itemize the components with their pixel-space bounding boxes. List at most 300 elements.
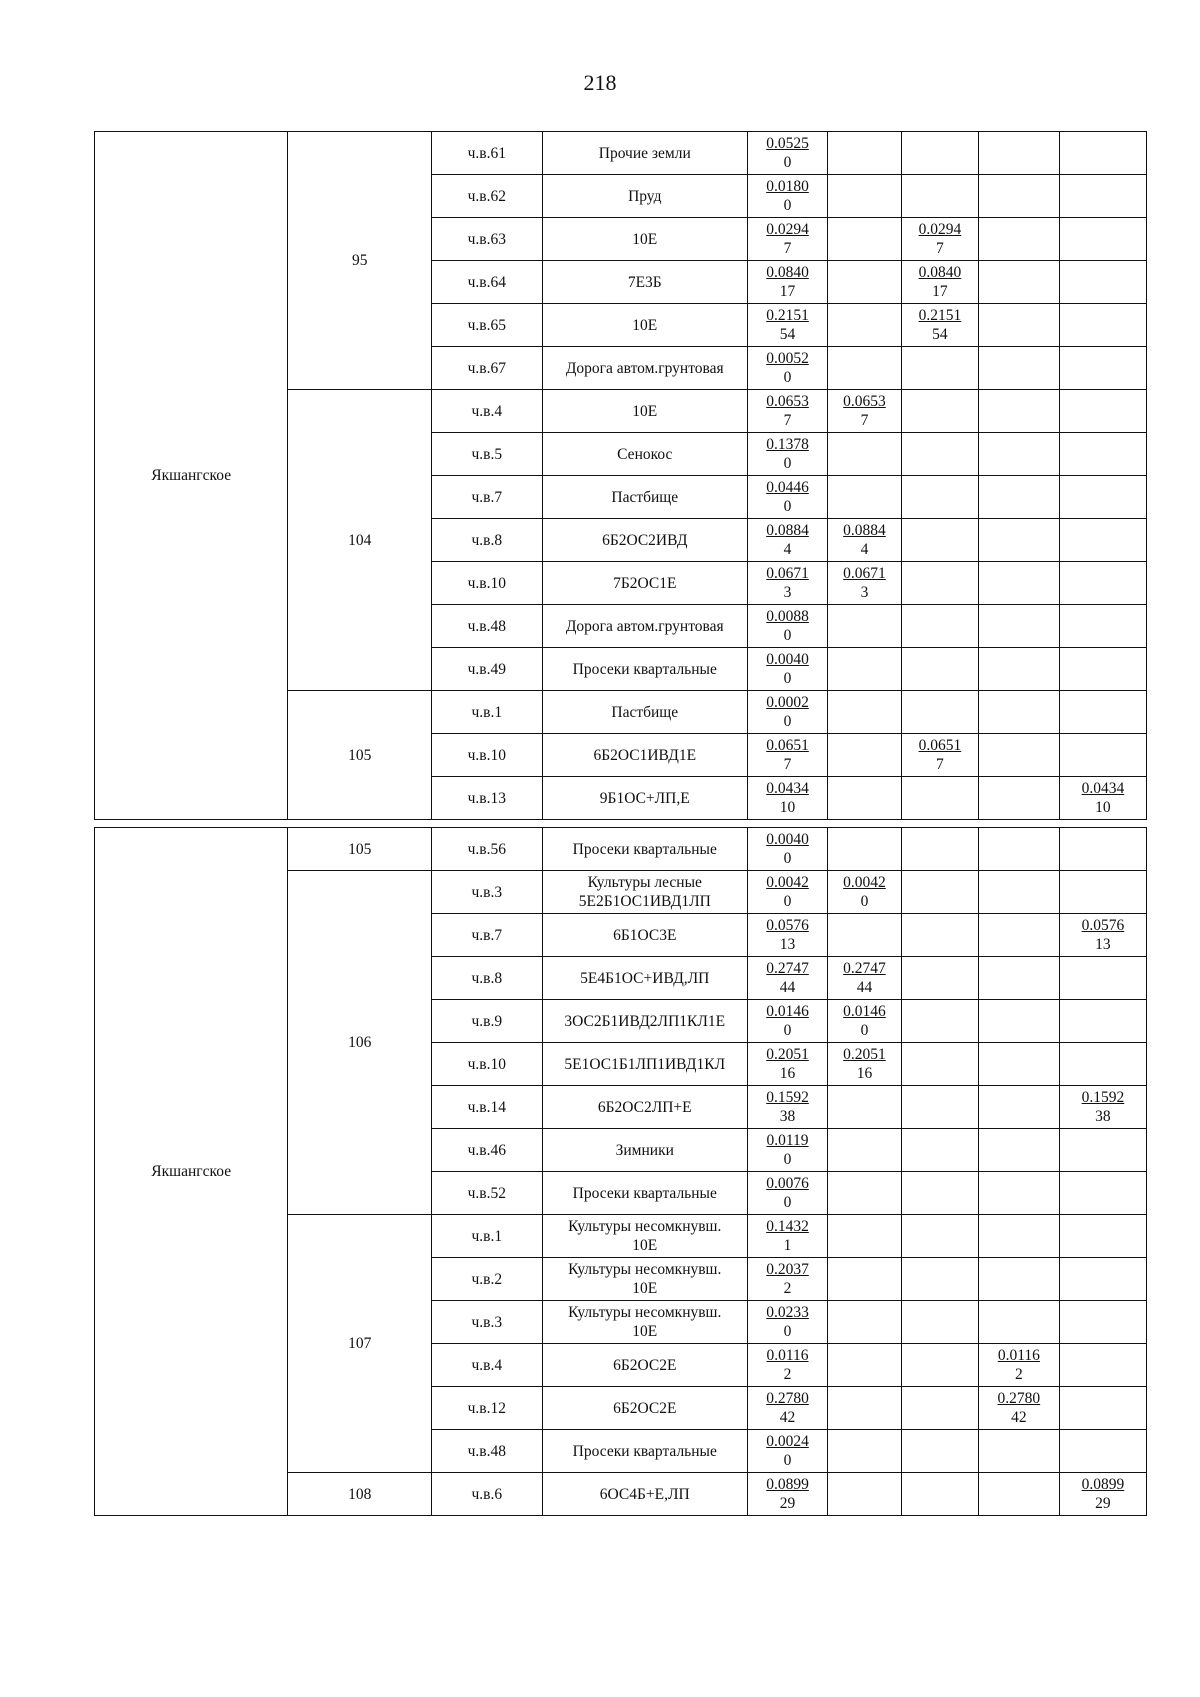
category-2-cell xyxy=(901,957,978,1000)
area-value: 0.2780 xyxy=(766,1390,809,1407)
area-count: 54 xyxy=(779,326,796,343)
stand-type-cell: Сенокос xyxy=(542,433,748,476)
category-3-cell xyxy=(978,1086,1059,1129)
area-fraction xyxy=(766,1389,809,1427)
category-1-cell xyxy=(828,132,902,175)
category-3-cell xyxy=(978,1387,1059,1430)
plot-cell: ч.в.4 xyxy=(432,1344,542,1387)
stand-type-line2: 5Е2Б1ОС1ИВД1ЛП xyxy=(578,893,711,910)
stand-type-line2: 10Е xyxy=(632,1323,658,1340)
category-4-cell xyxy=(1059,519,1146,562)
area-fraction xyxy=(766,873,809,911)
area-count: 3 xyxy=(783,584,792,601)
total-area-cell xyxy=(748,476,828,519)
total-area-cell xyxy=(748,1301,828,1344)
category-1-cell xyxy=(828,1258,902,1301)
area-value: 0.2747 xyxy=(766,960,809,977)
category-4-cell xyxy=(1059,914,1146,957)
stand-type-line2: 10Е xyxy=(632,1237,658,1254)
category-2-cell xyxy=(901,1473,978,1516)
category-3-cell xyxy=(978,261,1059,304)
area-count: 10 xyxy=(779,799,796,816)
total-area-cell xyxy=(748,433,828,476)
category-1-cell xyxy=(828,871,902,914)
area-value: 0.0076 xyxy=(766,1175,809,1192)
stand-type-cell: Пастбище xyxy=(542,476,748,519)
stand-type-cell: Просеки квартальные xyxy=(542,1430,748,1473)
category-4-cell xyxy=(1059,1387,1146,1430)
table-row xyxy=(95,828,1147,871)
area-value: 0.0840 xyxy=(918,264,962,281)
area-count: 7 xyxy=(783,240,792,257)
category-1-cell xyxy=(828,1473,902,1516)
category-2-cell xyxy=(901,390,978,433)
area-count: 0 xyxy=(783,1151,792,1168)
category-2-cell xyxy=(901,1129,978,1172)
area-fraction xyxy=(843,959,886,997)
category-2-cell xyxy=(901,1430,978,1473)
category-3-cell xyxy=(978,871,1059,914)
area-fraction xyxy=(766,830,809,868)
total-area-cell xyxy=(748,605,828,648)
area-value: 0.0671 xyxy=(843,565,886,582)
area-fraction xyxy=(1082,779,1125,817)
area-count: 2 xyxy=(783,1366,792,1383)
plot-cell: ч.в.61 xyxy=(432,132,542,175)
area-count: 0 xyxy=(783,1194,792,1211)
area-fraction xyxy=(766,1217,809,1255)
category-3-cell xyxy=(978,132,1059,175)
area-count: 3 xyxy=(860,584,869,601)
plot-cell: ч.в.5 xyxy=(432,433,542,476)
stand-type-cell: 10Е xyxy=(542,304,748,347)
category-2-cell xyxy=(901,562,978,605)
category-1-cell xyxy=(828,828,902,871)
category-3-cell xyxy=(978,562,1059,605)
category-4-cell xyxy=(1059,562,1146,605)
category-1-cell xyxy=(828,1215,902,1258)
plot-cell: ч.в.10 xyxy=(432,734,542,777)
area-value: 0.1378 xyxy=(766,436,809,453)
category-3-cell xyxy=(978,390,1059,433)
stand-type-cell: 3ОС2Б1ИВД2ЛП1КЛ1Е xyxy=(542,1000,748,1043)
category-2-cell xyxy=(901,132,978,175)
category-3-cell xyxy=(978,1043,1059,1086)
category-4-cell xyxy=(1059,433,1146,476)
area-value: 0.0651 xyxy=(766,737,809,754)
area-value: 0.0653 xyxy=(766,393,809,410)
area-count: 0 xyxy=(783,670,792,687)
category-2-cell xyxy=(901,1043,978,1086)
plot-cell: ч.в.1 xyxy=(432,1215,542,1258)
plot-cell: ч.в.13 xyxy=(432,777,542,820)
plot-cell: ч.в.8 xyxy=(432,519,542,562)
stand-type-cell: Прочие земли xyxy=(542,132,748,175)
category-4-cell xyxy=(1059,390,1146,433)
area-count: 42 xyxy=(779,1409,796,1426)
category-4-cell xyxy=(1059,304,1146,347)
area-fraction xyxy=(766,1088,809,1126)
stand-type-cell: 5Е1ОС1Б1ЛП1ИВД1КЛ xyxy=(542,1043,748,1086)
area-fraction xyxy=(766,1432,809,1470)
plot-cell: ч.в.48 xyxy=(432,1430,542,1473)
stand-type-cell: 6Б2ОС1ИВД1Е xyxy=(542,734,748,777)
area-fraction xyxy=(998,1389,1041,1427)
plot-cell: ч.в.49 xyxy=(432,648,542,691)
category-4-cell xyxy=(1059,734,1146,777)
category-3-cell xyxy=(978,218,1059,261)
stand-type-line1: Культуры несомкнувш. xyxy=(568,1218,722,1235)
plot-cell: ч.в.48 xyxy=(432,605,542,648)
area-fraction xyxy=(766,1131,808,1169)
category-2-cell xyxy=(901,605,978,648)
total-area-cell xyxy=(748,734,828,777)
area-count: 7 xyxy=(783,412,792,429)
stand-type-cell: Пастбище xyxy=(542,691,748,734)
category-3-cell xyxy=(978,304,1059,347)
stand-type-cell: 10Е xyxy=(542,218,748,261)
stand-type-line1: Культуры несомкнувш. xyxy=(568,1304,722,1321)
category-4-cell xyxy=(1059,1301,1146,1344)
total-area-cell xyxy=(748,562,828,605)
area-count: 7 xyxy=(860,412,869,429)
area-value: 0.0116 xyxy=(997,1347,1040,1364)
category-3-cell xyxy=(978,1258,1059,1301)
area-value: 0.0651 xyxy=(918,737,962,754)
area-count: 7 xyxy=(936,240,944,257)
total-area-cell xyxy=(748,347,828,390)
total-area-cell xyxy=(748,1043,828,1086)
category-4-cell xyxy=(1059,1129,1146,1172)
area-value: 0.0576 xyxy=(1081,917,1125,934)
total-area-cell xyxy=(748,1344,828,1387)
area-count: 44 xyxy=(856,979,873,996)
area-count: 0 xyxy=(783,1022,792,1039)
stand-type-cell: 7Е3Б xyxy=(542,261,748,304)
area-fraction xyxy=(766,435,809,473)
total-area-cell xyxy=(748,1129,828,1172)
area-value: 0.0233 xyxy=(766,1304,809,1321)
category-4-cell xyxy=(1059,132,1146,175)
category-1-cell xyxy=(828,691,902,734)
area-count: 0 xyxy=(783,455,792,472)
category-4-cell xyxy=(1059,1215,1146,1258)
category-3-cell xyxy=(978,777,1059,820)
area-value: 0.0040 xyxy=(766,831,809,848)
area-fraction xyxy=(766,134,809,172)
area-fraction xyxy=(843,873,886,911)
area-value: 0.0146 xyxy=(766,1003,809,1020)
plot-cell: ч.в.46 xyxy=(432,1129,542,1172)
stand-type-cell: Просеки квартальные xyxy=(542,648,748,691)
category-3-cell xyxy=(978,1473,1059,1516)
plot-cell: ч.в.65 xyxy=(432,304,542,347)
category-2-cell xyxy=(901,777,978,820)
stand-type-cell: 6Б1ОС3Е xyxy=(542,914,748,957)
plot-cell: ч.в.10 xyxy=(432,562,542,605)
category-3-cell xyxy=(978,957,1059,1000)
total-area-cell xyxy=(748,218,828,261)
area-value: 0.2051 xyxy=(766,1046,809,1063)
category-2-cell xyxy=(901,648,978,691)
total-area-cell xyxy=(748,132,828,175)
category-2-cell xyxy=(901,871,978,914)
area-fraction xyxy=(843,564,886,602)
category-2-cell xyxy=(901,1344,978,1387)
category-2-cell xyxy=(901,828,978,871)
total-area-cell xyxy=(748,648,828,691)
category-2-cell xyxy=(901,261,978,304)
category-4-cell xyxy=(1059,1172,1146,1215)
area-count: 2 xyxy=(783,1280,792,1297)
category-1-cell xyxy=(828,1387,902,1430)
area-fraction xyxy=(919,263,962,301)
category-3-cell xyxy=(978,648,1059,691)
category-2-cell xyxy=(901,175,978,218)
area-value: 0.0446 xyxy=(766,479,809,496)
category-1-cell xyxy=(828,433,902,476)
category-3-cell xyxy=(978,1344,1059,1387)
category-1-cell xyxy=(828,734,902,777)
area-count: 0 xyxy=(783,197,792,214)
area-fraction xyxy=(766,220,809,258)
area-value: 0.0119 xyxy=(766,1132,809,1149)
total-area-cell xyxy=(748,1215,828,1258)
category-4-cell xyxy=(1059,175,1146,218)
plot-cell: ч.в.52 xyxy=(432,1172,542,1215)
area-value: 0.0002 xyxy=(766,694,809,711)
area-count: 16 xyxy=(856,1065,873,1082)
category-3-cell xyxy=(978,476,1059,519)
table-row xyxy=(95,132,1147,175)
area-count: 7 xyxy=(783,756,792,773)
area-value: 0.2151 xyxy=(766,307,809,324)
total-area-cell xyxy=(748,914,828,957)
area-fraction xyxy=(843,1002,886,1040)
stand-type-cell: Зимники xyxy=(542,1129,748,1172)
area-fraction xyxy=(1082,1088,1125,1126)
plot-cell: ч.в.7 xyxy=(432,476,542,519)
area-fraction xyxy=(766,1346,808,1384)
area-fraction xyxy=(766,1260,809,1298)
total-area-cell xyxy=(748,390,828,433)
area-fraction xyxy=(766,1303,809,1341)
area-fraction xyxy=(766,1475,809,1513)
plot-cell: ч.в.64 xyxy=(432,261,542,304)
category-2-cell xyxy=(901,914,978,957)
area-count: 7 xyxy=(936,756,944,773)
area-fraction xyxy=(843,521,886,559)
area-fraction xyxy=(843,1045,886,1083)
area-count: 0 xyxy=(783,713,792,730)
plot-cell: ч.в.8 xyxy=(432,957,542,1000)
category-2-cell xyxy=(901,1387,978,1430)
area-value: 0.0899 xyxy=(1081,1476,1125,1493)
area-count: 13 xyxy=(779,936,796,953)
stand-type-cell: 6Б2ОС2Е xyxy=(542,1344,748,1387)
stand-type-cell: 9Б1ОС+ЛП,Е xyxy=(542,777,748,820)
category-2-cell xyxy=(901,691,978,734)
area-count: 29 xyxy=(779,1495,796,1512)
category-1-cell xyxy=(828,519,902,562)
category-1-cell xyxy=(828,390,902,433)
area-value: 0.0042 xyxy=(843,874,886,891)
category-1-cell xyxy=(828,562,902,605)
category-3-cell xyxy=(978,1301,1059,1344)
area-value: 0.0840 xyxy=(766,264,809,281)
area-value: 0.2780 xyxy=(997,1390,1041,1407)
area-fraction xyxy=(766,1174,809,1212)
stand-type-cell xyxy=(542,1258,748,1301)
category-2-cell xyxy=(901,734,978,777)
quarter-cell: 95 xyxy=(288,132,432,390)
area-count: 0 xyxy=(783,850,792,867)
district-cell: Якшангское xyxy=(95,828,288,1516)
stand-type-line1: Культуры лесные xyxy=(587,874,702,891)
area-fraction xyxy=(766,521,809,559)
area-fraction xyxy=(919,306,962,344)
plot-cell: ч.в.3 xyxy=(432,871,542,914)
area-fraction xyxy=(766,306,809,344)
category-2-cell xyxy=(901,433,978,476)
category-4-cell xyxy=(1059,691,1146,734)
stand-type-line2: 10Е xyxy=(632,1280,658,1297)
category-1-cell xyxy=(828,1043,902,1086)
area-count: 0 xyxy=(783,369,792,386)
stand-type-cell: 6Б2ОС2Е xyxy=(542,1387,748,1430)
area-value: 0.2051 xyxy=(843,1046,886,1063)
category-4-cell xyxy=(1059,1473,1146,1516)
area-value: 0.0525 xyxy=(766,135,809,152)
plot-cell: ч.в.14 xyxy=(432,1086,542,1129)
category-1-cell xyxy=(828,914,902,957)
stand-type-line1: Культуры несомкнувш. xyxy=(568,1261,722,1278)
area-value: 0.0088 xyxy=(766,608,809,625)
quarter-cell: 106 xyxy=(288,871,432,1215)
stand-type-cell: 10Е xyxy=(542,390,748,433)
stand-type-cell: Просеки квартальные xyxy=(542,828,748,871)
category-2-cell xyxy=(901,304,978,347)
category-4-cell xyxy=(1059,648,1146,691)
plot-cell: ч.в.7 xyxy=(432,914,542,957)
area-value: 0.1592 xyxy=(1081,1089,1125,1106)
plot-cell: ч.в.63 xyxy=(432,218,542,261)
page-number: 218 xyxy=(583,70,617,95)
area-count: 29 xyxy=(1095,1495,1111,1512)
category-2-cell xyxy=(901,1172,978,1215)
category-3-cell xyxy=(978,1215,1059,1258)
area-value: 0.2151 xyxy=(918,307,962,324)
plot-cell: ч.в.4 xyxy=(432,390,542,433)
total-area-cell xyxy=(748,261,828,304)
stand-type-cell: 6ОС4Б+Е,ЛП xyxy=(542,1473,748,1516)
total-area-cell xyxy=(748,175,828,218)
category-4-cell xyxy=(1059,1000,1146,1043)
stand-type-cell: 6Б2ОС2ИВД xyxy=(542,519,748,562)
category-2-cell xyxy=(901,1301,978,1344)
area-count: 0 xyxy=(783,1452,792,1469)
area-count: 0 xyxy=(783,1323,792,1340)
plot-cell: ч.в.9 xyxy=(432,1000,542,1043)
area-count: 17 xyxy=(932,283,948,300)
forest-table-2 xyxy=(94,827,1147,1516)
area-count: 38 xyxy=(1095,1108,1111,1125)
area-value: 0.0294 xyxy=(918,221,962,238)
category-1-cell xyxy=(828,1129,902,1172)
category-4-cell xyxy=(1059,1258,1146,1301)
category-3-cell xyxy=(978,1129,1059,1172)
area-fraction xyxy=(766,607,809,645)
area-value: 0.1592 xyxy=(766,1089,809,1106)
plot-cell: ч.в.1 xyxy=(432,691,542,734)
plot-cell: ч.в.10 xyxy=(432,1043,542,1086)
plot-cell: ч.в.67 xyxy=(432,347,542,390)
area-value: 0.0024 xyxy=(766,1433,809,1450)
area-value: 0.2037 xyxy=(766,1261,809,1278)
total-area-cell xyxy=(748,777,828,820)
category-3-cell xyxy=(978,828,1059,871)
area-count: 4 xyxy=(783,541,792,558)
total-area-cell xyxy=(748,1086,828,1129)
stand-type-cell: 7Б2ОС1Е xyxy=(542,562,748,605)
category-3-cell xyxy=(978,175,1059,218)
stand-type-cell: 5Е4Б1ОС+ИВД,ЛП xyxy=(542,957,748,1000)
total-area-cell xyxy=(748,1258,828,1301)
area-value: 0.0116 xyxy=(766,1347,809,1364)
district-cell: Якшангское xyxy=(95,132,288,820)
area-fraction xyxy=(766,736,809,774)
stand-type-cell: Дорога автом.грунтовая xyxy=(542,347,748,390)
area-value: 0.0180 xyxy=(766,178,809,195)
category-3-cell xyxy=(978,1172,1059,1215)
category-1-cell xyxy=(828,476,902,519)
category-1-cell xyxy=(828,605,902,648)
category-1-cell xyxy=(828,261,902,304)
plot-cell: ч.в.6 xyxy=(432,1473,542,1516)
category-2-cell xyxy=(901,1215,978,1258)
total-area-cell xyxy=(748,1430,828,1473)
category-1-cell xyxy=(828,1430,902,1473)
area-fraction xyxy=(766,916,809,954)
category-1-cell xyxy=(828,957,902,1000)
area-value: 0.0653 xyxy=(843,393,886,410)
area-value: 0.0576 xyxy=(766,917,809,934)
area-fraction xyxy=(766,779,809,817)
category-4-cell xyxy=(1059,777,1146,820)
category-1-cell xyxy=(828,1086,902,1129)
area-fraction xyxy=(1082,1475,1125,1513)
area-count: 0 xyxy=(860,1022,869,1039)
category-2-cell xyxy=(901,1258,978,1301)
quarter-cell: 104 xyxy=(288,390,432,691)
category-4-cell xyxy=(1059,605,1146,648)
quarter-cell: 107 xyxy=(288,1215,432,1473)
area-fraction xyxy=(1082,916,1125,954)
area-count: 38 xyxy=(779,1108,796,1125)
area-fraction xyxy=(766,959,809,997)
stand-type-cell: Дорога автом.грунтовая xyxy=(542,605,748,648)
plot-cell: ч.в.2 xyxy=(432,1258,542,1301)
total-area-cell xyxy=(748,304,828,347)
quarter-cell: 108 xyxy=(288,1473,432,1516)
category-4-cell xyxy=(1059,957,1146,1000)
quarter-cell: 105 xyxy=(288,691,432,820)
area-count: 44 xyxy=(779,979,796,996)
category-3-cell xyxy=(978,734,1059,777)
area-count: 1 xyxy=(783,1237,792,1254)
area-value: 0.0884 xyxy=(843,522,886,539)
category-2-cell xyxy=(901,1086,978,1129)
